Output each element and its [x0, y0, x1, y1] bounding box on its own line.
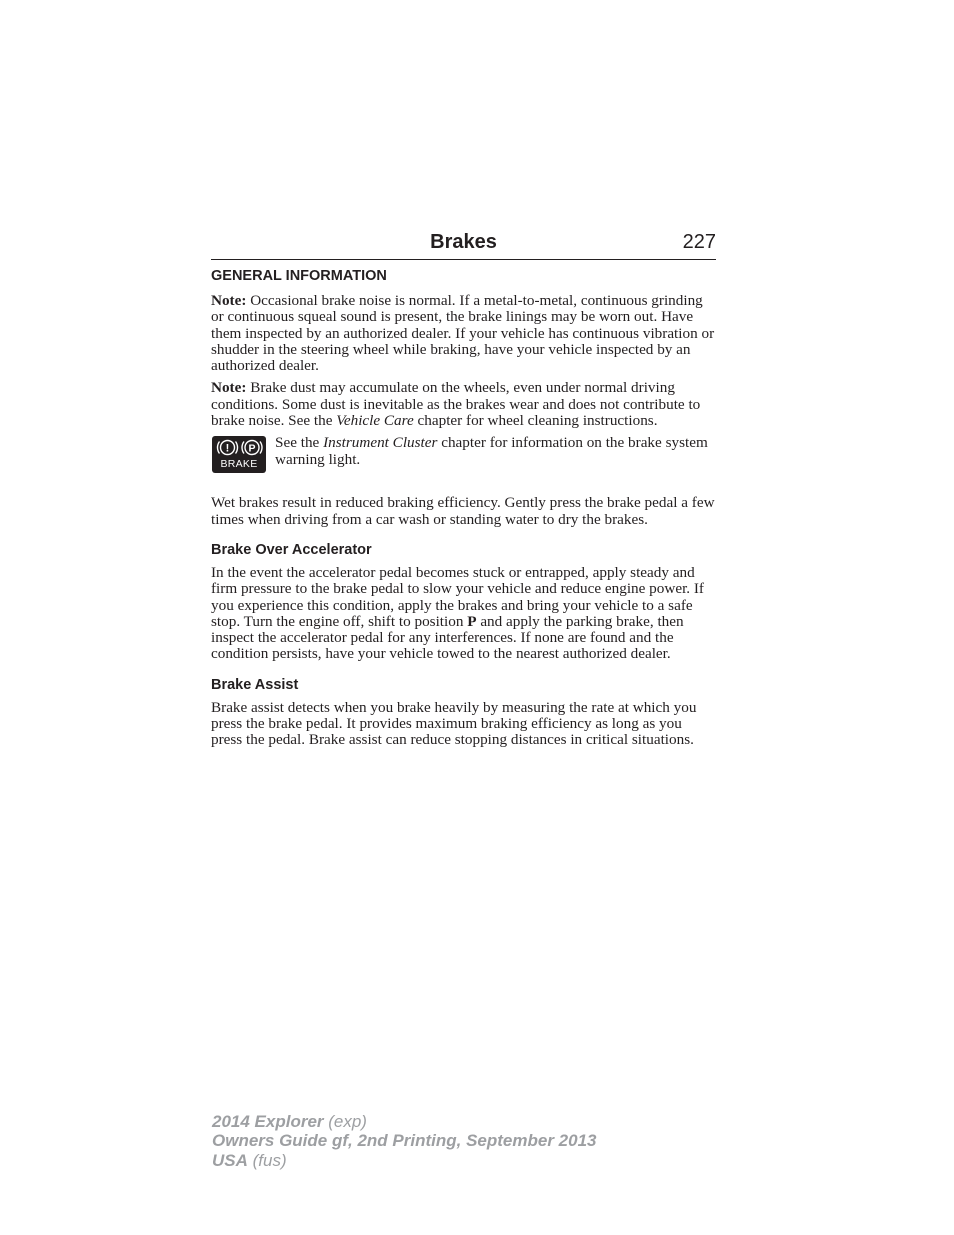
brake-warning-text: See the Instrument Cluster chapter for information on the brake system warning light. [275, 434, 708, 468]
note-brake-dust [211, 380, 716, 429]
note-text: Brake dust may accumulate on the wheels, even under normal driving conditions. Some dust is inevitable as the brakes wear and does not contribute to brake noise. See the [211, 379, 701, 430]
footer-line-printing: Owners Guide gf, 2nd Printing, September 2013 [212, 1131, 597, 1151]
page-number: 227 [682, 231, 716, 253]
brake-warning-icon [212, 436, 266, 473]
note-text: Occasional brake noise is normal. If a metal-to-metal, continuous grinding or continuous squeal sound is present, the brake linings may be worn out. Have them inspected by an authorized dealer. If your vehicle has continuous vibration or shudder in the steering wheel while braking, have your vehicle inspected by an authorized dealer. [211, 292, 715, 375]
gear-position: P [467, 612, 477, 630]
brake-warning-note [211, 435, 716, 473]
footer-line-model: 2014 Explorer (exp) [212, 1112, 367, 1131]
note-brake-noise [211, 293, 716, 374]
heading-brake-over-accelerator: Brake Over Accelerator [211, 541, 372, 558]
heading-brake-assist: Brake Assist [211, 676, 299, 693]
section-heading-general-information: GENERAL INFORMATION [211, 268, 387, 284]
note-text: chapter for wheel cleaning instructions. [413, 412, 658, 430]
brake-assist-paragraph: Brake assist detects when you brake heavily by measuring the rate at which you press the brake pedal. It provides maximum braking efficiency as long as you press the pedal. Brake assist can reduce stopping distances in critical situations. [211, 698, 697, 749]
note-label: Note: [211, 292, 247, 309]
page-content [211, 266, 716, 755]
page-footer [212, 1112, 596, 1170]
chapter-reference: Vehicle Care [336, 412, 414, 430]
footer-line-market: USA (fus) [212, 1150, 287, 1170]
brake-icon-label: BRAKE [220, 458, 258, 471]
svg-text:!: ! [225, 442, 230, 455]
page-header [211, 229, 716, 260]
note-label: Note: [211, 379, 247, 397]
svg-text:P: P [248, 442, 256, 455]
chapter-reference: Instrument Cluster [323, 434, 438, 452]
brake-over-accelerator-paragraph: In the event the accelerator pedal becomes stuck or entrapped, apply steady and firm pressure to the brake pedal to slow your vehicle and reduce engine power. If you experience this condition, apply the brakes and bring your vehicle to a safe stop. Turn the engine off, shift to position P and apply the parking brake, then inspect the accelerator pedal for any interferences. If none are found and the condition persists, have your vehicle towed to the nearest authorized dealer. [211, 563, 704, 663]
wet-brakes-paragraph: Wet brakes result in reduced braking efficiency. Gently press the brake pedal a few times when driving from a car wash or standing water to dry the brakes. [211, 494, 715, 528]
chapter-title: Brakes [430, 231, 497, 253]
